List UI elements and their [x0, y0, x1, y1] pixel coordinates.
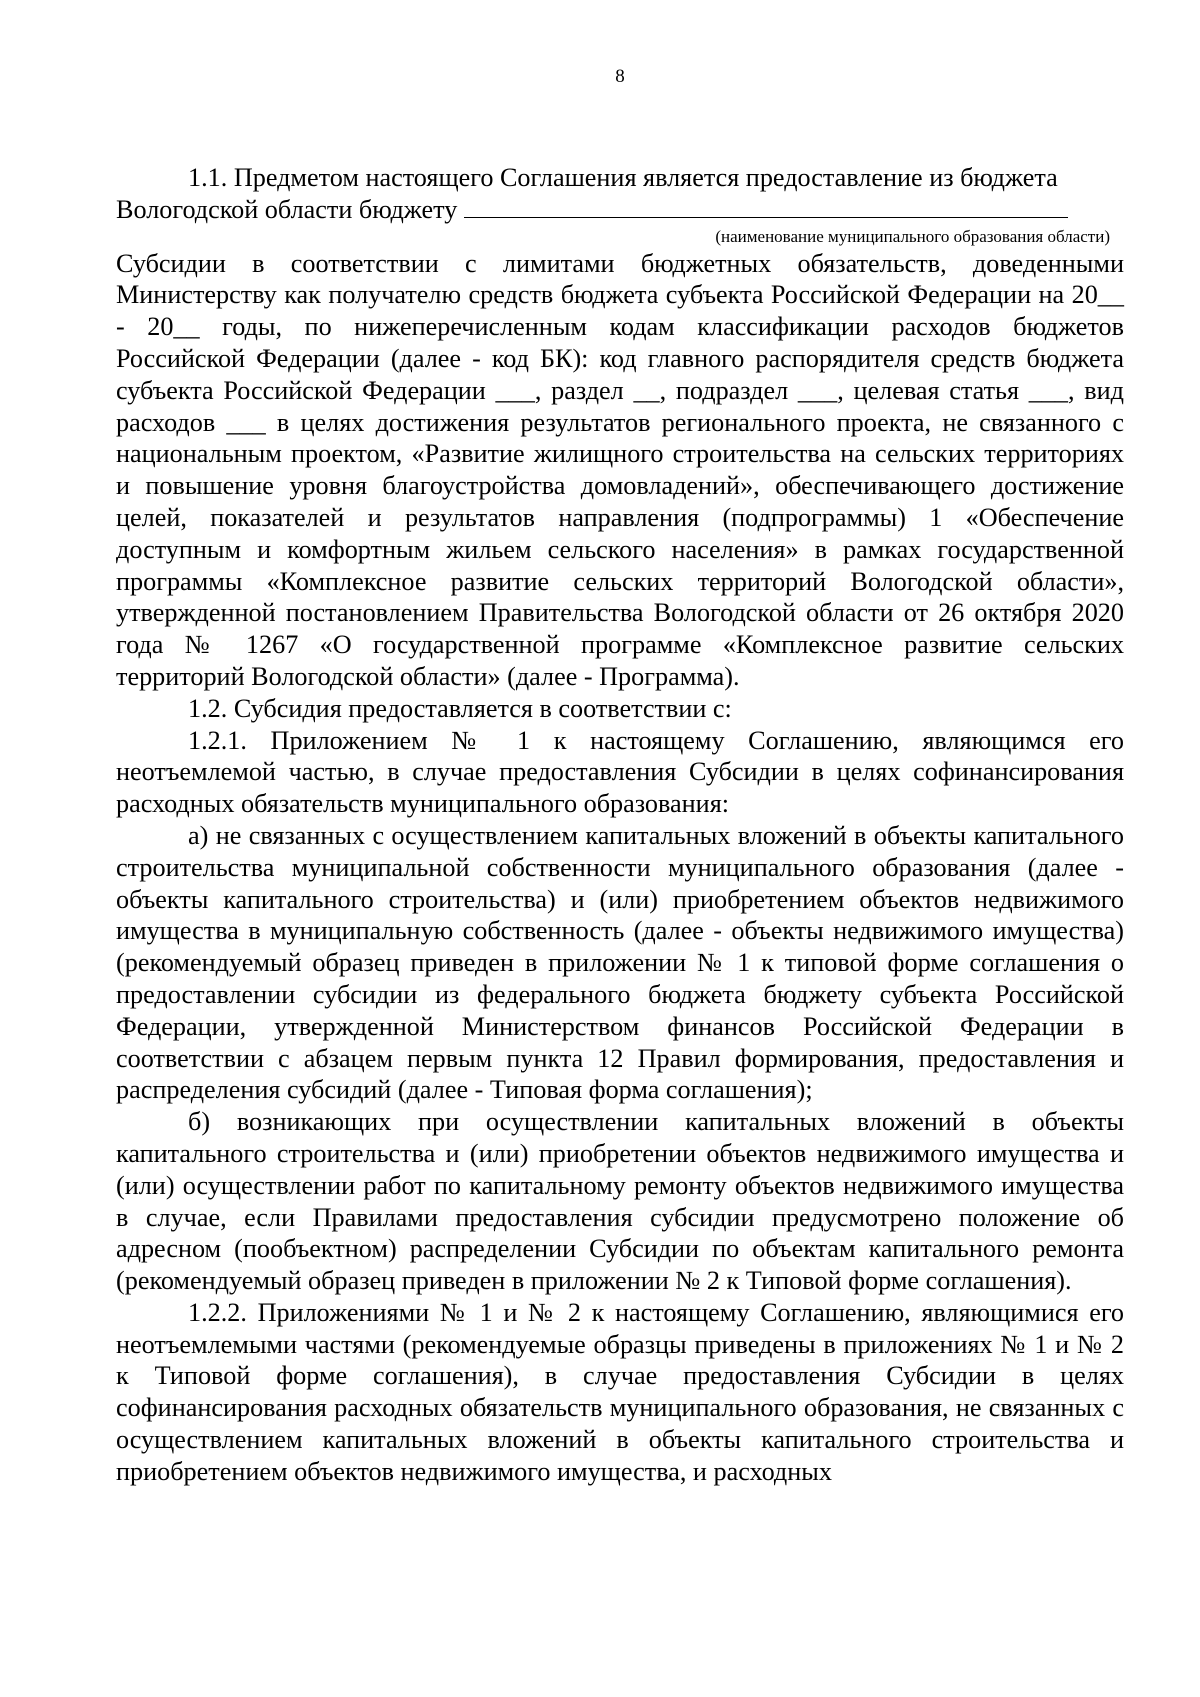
section-1-1-line1: 1.1. Предметом настоящего Соглашения является предоставление из бюджета — [188, 163, 1058, 192]
document-body — [116, 162, 1124, 1488]
page-number: 8 — [615, 66, 625, 87]
section-1-2-2: 1.2.2. Приложениями № 1 и № 2 к настоящему Соглашению, являющимися его неотъемлемыми частями (рекомендуемые образцы приведены в приложениях № 1 и № 2 к Типовой форме соглашения), в случае предоставления Субсидии в целях софинансирования расходных обязательств муниципального образования, не связанных с осуществлением капитальных вложений в объекты капитального строительства и приобретением объектов недвижимого имущества, и расходных — [116, 1297, 1124, 1486]
section-1-1-body: Субсидии в соответствии с лимитами бюджетных обязательств, доведенными Министерству как получателю средств бюджета субъекта Российской Федерации на 20__ - 20__ годы, по нижеперечисленным кодам классификации расходов бюджетов Российской Федерации (далее - код БК): код главного распорядителя средств бюджета субъекта Российской Федерации ___, раздел __, подраздел ___, целевая статья ___, вид расходов ___ в целях достижения результатов регионального проекта, не связанного с национальным проектом, «Развитие жилищного строительства на сельских территориях и повышение уровня благоустройства домовладений», обеспечивающего достижение целей, показателей и результатов направления (подпрограммы) 1 «Обеспечение доступным и комфортным жильем сельского населения» в рамках государственной программы «Комплексное развитие сельских территорий Вологодской области», утвержденной постановлением Правительства Вологодской области от 26 октября 2020 года № 1267 «О государственной программе «Комплексное развитие сельских территорий Вологодской области» (далее - Программа). — [116, 248, 1124, 691]
section-1-2: 1.2. Субсидия предоставляется в соответствии с: — [188, 693, 732, 723]
section-1-1-line2 — [116, 194, 1124, 226]
municipality-name-caption: (наименование муниципального образования области) — [715, 226, 1110, 246]
municipality-name-blank — [464, 195, 1068, 218]
section-1-1-line2-text: Вологодской области бюджету — [116, 194, 458, 224]
section-1-2-1: 1.2.1. Приложением № 1 к настоящему Соглашению, являющимся его неотъемлемой частью, в случае предоставления Субсидии в целях софинансирования расходных обязательств муниципального образования: — [116, 725, 1124, 819]
item-b: б) возникающих при осуществлении капитальных вложений в объекты капитального строительства и (или) приобретении объектов недвижимого имущества и (или) осуществлении работ по капитальному ремонту объектов недвижимого имущества в случае, если Правилами предоставления субсидии предусмотрено положение об адресном (пообъектном) распределении Субсидии по объектам капитального ремонта (рекомендуемый образец приведен в приложении № 2 к Типовой форме соглашения). — [116, 1107, 1124, 1296]
item-a: а) не связанных с осуществлением капитальных вложений в объекты капитального строительства муниципальной собственности муниципального образования (далее - объекты капитального строительства) и (или) приобретением объектов недвижимого имущества в муниципальную собственность (далее - объекты недвижимого имущества) (рекомендуемый образец приведен в приложении № 1 к типовой форме соглашения о предоставлении субсидии из федерального бюджета бюджету субъекта Российской Федерации, утвержденной Министерством финансов Российской Федерации в соответствии с абзацем первым пункта 12 Правил формирования, предоставления и распределения субсидий (далее - Типовая форма соглашения); — [116, 820, 1124, 1105]
